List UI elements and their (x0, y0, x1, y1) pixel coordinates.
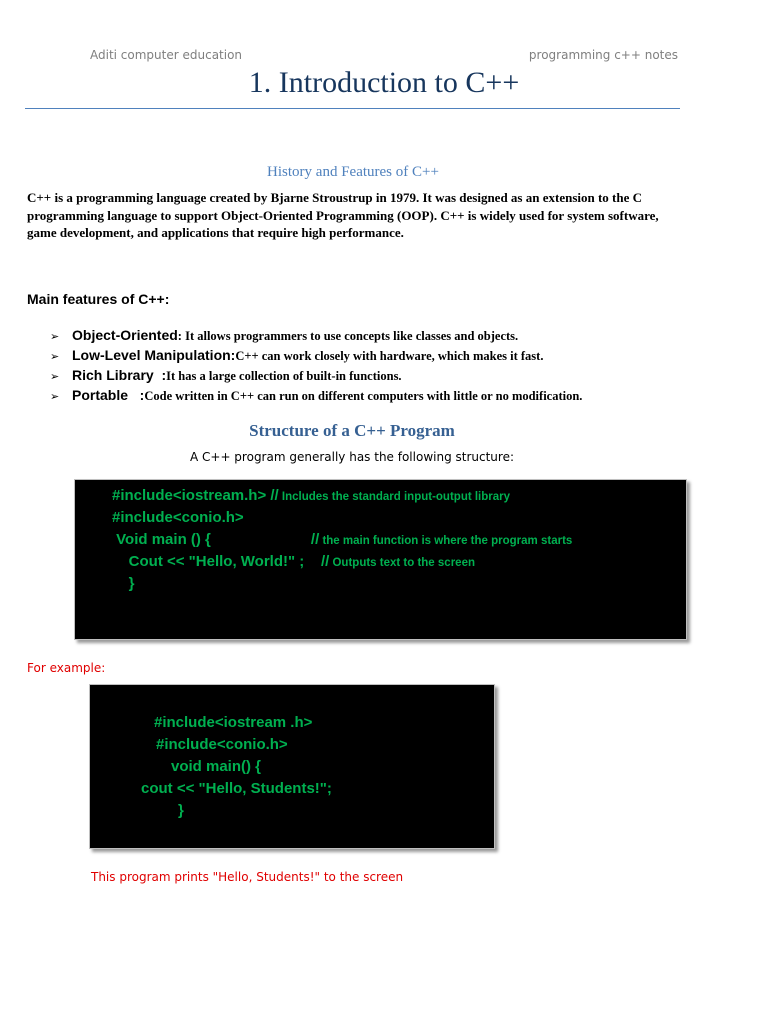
arrowhead-bullet-icon: ➢ (50, 391, 60, 403)
code-comment: the main function is where the program starts (319, 535, 573, 547)
title-underline (25, 108, 680, 109)
code-text: #include<iostream.h> // (112, 487, 279, 504)
example-note: This program prints "Hello, Students!" to the screen (91, 870, 404, 884)
list-item (50, 347, 750, 367)
code-line (112, 531, 572, 548)
history-paragraph (27, 189, 717, 242)
example-label: For example: (27, 661, 106, 675)
structure-subtitle: A C++ program generally has the following structure: (189, 450, 515, 464)
features-heading: Main features of C++: (27, 291, 170, 307)
code-text: #include<conio.h> (112, 509, 244, 526)
features-list (50, 327, 750, 407)
code-line (112, 487, 510, 504)
code-line: #include<iostream .h> (154, 714, 313, 731)
code-comment: Outputs text to the screen (329, 557, 475, 569)
feature-description: Code written in C++ can run on different computers with little or no modification. (144, 389, 583, 403)
code-text: Void main () { // (112, 531, 320, 548)
header-right-text: programming c++ notes (528, 48, 678, 62)
history-paragraph-line: C++ is a programming language created by Bjarne Stroustrup in 1979. It was designed as an extension to the C (27, 190, 643, 205)
code-line: void main() { (171, 758, 262, 775)
code-line (112, 575, 135, 592)
code-line: cout << "Hello, Students!"; (141, 780, 332, 797)
feature-term: Portable : (72, 387, 145, 403)
code-line (112, 553, 475, 570)
list-item (50, 387, 750, 407)
list-item (50, 327, 750, 347)
feature-description: : It allows programmers to use concepts like classes and objects. (177, 329, 519, 343)
code-text: Cout << "Hello, World!" ; // (112, 553, 330, 570)
code-text: } (112, 575, 135, 592)
feature-term: Object-Oriented (72, 327, 178, 343)
feature-term: Low-Level Manipulation: (72, 347, 236, 363)
feature-description: C++ can work closely with hardware, which makes it fast. (235, 349, 544, 363)
history-paragraph-line: programming language to support Object-Oriented Programming (OOP). C++ is widely used for system software, (27, 207, 659, 223)
code-line (112, 509, 244, 526)
header-left-text: Aditi computer education (90, 48, 243, 62)
feature-term: Rich Library : (72, 367, 167, 383)
history-heading: History and Features of C++ (267, 164, 439, 180)
code-comment: Includes the standard input-output library (278, 491, 511, 503)
arrowhead-bullet-icon: ➢ (50, 371, 60, 383)
page-title: 1. Introduction to C++ (248, 66, 520, 99)
arrowhead-bullet-icon: ➢ (50, 351, 60, 363)
structure-heading: Structure of a C++ Program (249, 421, 455, 440)
list-item (50, 367, 750, 387)
structure-code-block (74, 479, 687, 640)
history-paragraph-line: game development, and applications that require high performance. (27, 225, 404, 240)
arrowhead-bullet-icon: ➢ (50, 331, 60, 343)
example-code-block (89, 684, 495, 849)
code-line: } (178, 802, 184, 819)
feature-description: It has a large collection of built-in functions. (166, 369, 402, 383)
code-line: #include<conio.h> (156, 736, 288, 753)
